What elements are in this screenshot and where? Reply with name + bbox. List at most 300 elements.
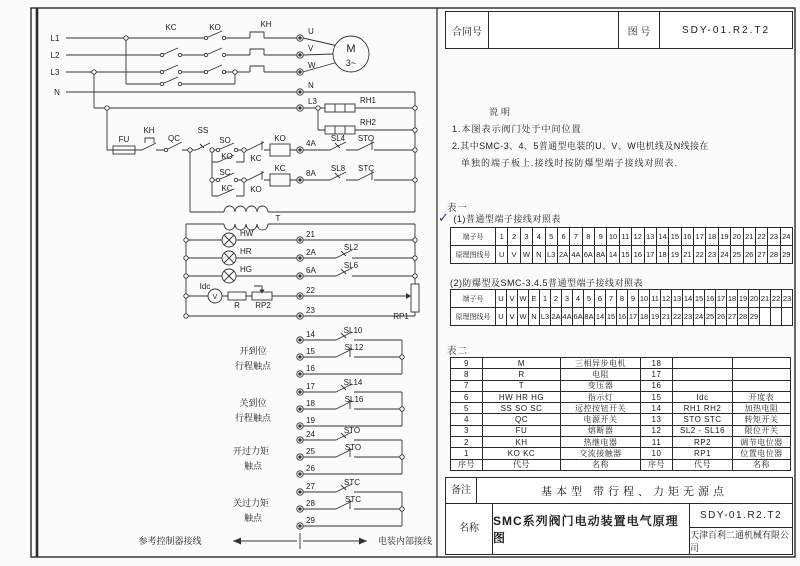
table-cell: 6A: [573, 308, 584, 326]
heater-rh2-symbol: [325, 126, 355, 134]
schematic-label: RP1: [393, 312, 409, 321]
schematic-label: KO: [274, 134, 286, 143]
junction-circle: [210, 148, 214, 152]
junction-circle: [92, 70, 96, 74]
schematic-label: STC: [345, 495, 361, 504]
table-cell: 6A: [583, 246, 595, 264]
terminal-dot: [299, 71, 301, 73]
legend-cell: RH1 RH2: [673, 403, 733, 414]
table-cell: 18: [727, 290, 738, 308]
schematic-label: L2: [50, 51, 60, 60]
contact-end-dot: [178, 82, 181, 85]
table-cell: N: [533, 246, 545, 264]
terminal-dot: [299, 179, 301, 181]
terminal-dot: [299, 339, 301, 341]
schematic-label: SL10: [343, 326, 363, 335]
legend-cell: STO STC: [673, 414, 733, 425]
circuit-wires: [66, 32, 415, 549]
table-cell: 1: [540, 290, 551, 308]
legend-cell: 变压器: [561, 381, 641, 392]
table2-title: (2)防爆型及SMC-3.4.5普通型端子接线对照表: [450, 278, 644, 288]
table-cell: 18: [706, 228, 718, 246]
table-cell: V: [507, 290, 518, 308]
table-cell: 23: [683, 308, 694, 326]
schematic-label: KH: [143, 126, 155, 135]
schematic-label: 18: [306, 399, 315, 408]
table-cell: [771, 308, 782, 326]
table-cell: 23: [782, 290, 793, 308]
table-cell: 16: [632, 246, 644, 264]
table-cell: 1: [496, 228, 508, 246]
contact-end-dot: [178, 53, 181, 56]
legend-cell: FU: [483, 426, 561, 437]
legend-cell: 3: [451, 426, 483, 437]
contract-no-value: [489, 12, 619, 48]
drawing-no-value: SDY-01.R2.T2: [681, 24, 771, 36]
table-cell: 25: [705, 308, 716, 326]
sheet-frame: [31, 8, 795, 557]
table-cell: 25: [731, 246, 743, 264]
terminal-dot: [299, 491, 301, 493]
table-cell: 21: [760, 290, 771, 308]
legend-row: [451, 437, 791, 448]
contact-end-dot: [234, 178, 237, 181]
schematic-label: 28: [306, 499, 315, 508]
table-cell: 17: [716, 290, 727, 308]
legend-row: [451, 381, 791, 392]
schematic-label: 触点: [243, 513, 263, 523]
table1-label: 表一: [447, 203, 469, 214]
schematic-label: L3: [50, 68, 60, 77]
contact-end-dot: [178, 70, 181, 73]
legend-cell: Idc: [673, 392, 733, 403]
footer-right-block: [690, 504, 792, 554]
table-cell: 2A: [551, 308, 562, 326]
notes-title: 说明: [489, 107, 514, 117]
table-cell: 5: [546, 228, 558, 246]
remark-box: [445, 477, 793, 505]
table-cell: W: [518, 308, 529, 326]
junction-circle: [413, 106, 417, 110]
legend-row: [451, 460, 791, 471]
note-line-3: 单独的端子板上.接线时按防爆型端子接线对照表.: [461, 158, 679, 168]
terminal-dot: [299, 473, 301, 475]
table-cell: 17: [628, 308, 639, 326]
schematic-label: STO: [343, 426, 361, 435]
legend-cell: 熔断器: [561, 426, 641, 437]
remark-text: 基本型 带行程、力矩无源点: [540, 486, 729, 498]
table-cell: 11: [620, 228, 632, 246]
table-cell: 14: [657, 228, 669, 246]
schematic-label: Idc: [199, 282, 211, 291]
legend-cell: R: [483, 369, 561, 380]
legend-cell: HW HR HG: [483, 392, 561, 403]
table-cell: 13: [672, 290, 683, 308]
remark-label: 备注: [446, 478, 477, 504]
table-cell: 18: [639, 308, 650, 326]
terminal-dot: [299, 425, 301, 427]
schematic-label: 参考控制器接线: [138, 536, 202, 546]
table-cell: W: [521, 246, 533, 264]
drawing-no-label: 图 号: [619, 12, 660, 48]
schematic-label: KC: [221, 184, 233, 193]
schematic-label: 21: [306, 230, 315, 239]
table-cell: 24: [719, 246, 731, 264]
schematic-label: KO: [209, 23, 221, 32]
legend-cell: SS SO SC: [483, 403, 561, 414]
schematic-label: SL16: [344, 395, 364, 404]
junction-circle: [413, 238, 417, 242]
schematic-label: 4A: [306, 139, 316, 148]
schematic-label: U: [308, 27, 314, 36]
schematic-label: 16: [306, 364, 315, 373]
legend-cell: 交流接触器: [561, 448, 641, 459]
table-cell: 22: [771, 290, 782, 308]
table-cell: 6: [558, 228, 570, 246]
lamp-hg-symbol: [222, 269, 236, 283]
table-cell: 19: [738, 290, 749, 308]
table-cell: U: [496, 246, 508, 264]
schematic-label: 8A: [306, 169, 316, 178]
schematic-label: QC: [168, 134, 180, 143]
junction-circle: [413, 178, 417, 182]
table1-title: (1)普通型端子接线对照表: [453, 214, 561, 224]
schematic-label: KC: [250, 154, 262, 163]
legend-cell: 位置电位器: [733, 448, 791, 459]
schematic-label: 27: [306, 482, 315, 491]
table-cell: 19: [650, 308, 661, 326]
legend-cell: KO KC: [483, 448, 561, 459]
legend-cell: 7: [451, 381, 483, 392]
legend-cell: 11: [641, 437, 673, 448]
legend-cell: 电阻: [561, 369, 641, 380]
note-line-2: 2.其中SMC-3、4、5普通型电装的U、V、W电机线及N线接在: [452, 141, 709, 151]
table-cell: 20: [731, 228, 743, 246]
terminal-table-explosion-proof: [450, 289, 793, 326]
legend-cell: 2: [451, 437, 483, 448]
legend-cell: 4: [451, 414, 483, 425]
schematic-label: 14: [306, 330, 315, 339]
junction-circle: [124, 36, 128, 40]
table-cell: N: [529, 308, 540, 326]
legend-cell: 10: [641, 448, 673, 459]
row-header-cell: 原理图线号: [451, 308, 496, 326]
table-row: [451, 308, 793, 326]
schematic-label: 关到位: [239, 398, 267, 408]
coil-kc-symbol: [270, 174, 290, 186]
legend-cell: [733, 369, 791, 380]
schematic-label: M: [346, 43, 356, 55]
junction-circle: [184, 314, 188, 318]
table-cell: 7: [570, 228, 582, 246]
schematic-label: SL6: [343, 261, 359, 270]
legend-arrow-right: [359, 538, 367, 545]
schematic-label: 行程触点: [234, 413, 272, 423]
table-cell: 14: [595, 308, 606, 326]
table-row: [451, 290, 793, 308]
component-legend-table: [450, 357, 791, 471]
table-cell: 19: [669, 246, 681, 264]
table-cell: 19: [719, 228, 731, 246]
table-cell: V: [507, 308, 518, 326]
table-cell: 22: [694, 246, 706, 264]
legend-cell: 代号: [673, 460, 733, 471]
table-cell: 28: [768, 246, 780, 264]
schematic-label: STC: [344, 478, 360, 487]
schematic-label: FU: [118, 135, 130, 144]
table-cell: W: [518, 290, 529, 308]
table-cell: 11: [650, 290, 661, 308]
legend-arrow-left: [233, 538, 241, 545]
legend-row: [451, 392, 791, 403]
schematic-label: V: [212, 294, 218, 301]
terminal-table-normal: [450, 227, 793, 264]
schematic-label: 23: [306, 306, 315, 315]
schematic-label: V: [308, 44, 314, 53]
table-cell: [782, 308, 793, 326]
legend-cell: 名称: [561, 460, 641, 471]
schematic-label: 22: [306, 286, 315, 295]
legend-cell: 序号: [451, 460, 483, 471]
potentiometer-rp1-symbol: [406, 284, 419, 312]
junction-circle: [184, 238, 188, 242]
table-cell: 8: [583, 228, 595, 246]
terminal-circles: [297, 35, 303, 529]
legend-cell: 18: [641, 358, 673, 369]
schematic-label: 17: [306, 382, 315, 391]
schematic-label: T: [275, 214, 281, 223]
table-cell: 17: [694, 228, 706, 246]
legend-cell: RP1: [673, 448, 733, 459]
table-cell: 4: [573, 290, 584, 308]
table-cell: 6: [595, 290, 606, 308]
table-cell: 14: [683, 290, 694, 308]
table-cell: E: [529, 290, 540, 308]
table-cell: 20: [749, 290, 760, 308]
component-symbols: [113, 36, 419, 545]
junction-circle: [413, 148, 417, 152]
terminal-dot: [299, 275, 301, 277]
heater-rh1-symbol: [325, 104, 355, 112]
terminal-dot: [299, 373, 301, 375]
terminal-dot: [299, 91, 301, 93]
contact-end-dot: [160, 82, 163, 85]
schematic-label: L1: [50, 34, 60, 43]
table-cell: 24: [781, 228, 793, 246]
contact-end-dot: [164, 148, 167, 151]
table-cell: 16: [617, 308, 628, 326]
schematic-label: 行程触点: [234, 361, 272, 371]
legend-row: [451, 426, 791, 437]
junction-circle: [400, 355, 404, 359]
table-cell: L3: [540, 308, 551, 326]
legend-row: [451, 448, 791, 459]
legend-cell: 5: [451, 403, 483, 414]
schematic-label: 24: [306, 430, 315, 439]
schematic-label: HG: [240, 265, 252, 274]
legend-cell: 名称: [733, 460, 791, 471]
table-cell: 26: [716, 308, 727, 326]
schematic-label: R: [234, 301, 240, 310]
legend-row: [451, 414, 791, 425]
schematic-label: SL14: [343, 378, 363, 387]
table-cell: 23: [706, 246, 718, 264]
table-cell: 4: [533, 228, 545, 246]
schematic-label: 15: [306, 347, 315, 356]
legend-cell: 指示灯: [561, 392, 641, 403]
table-cell: 13: [645, 228, 657, 246]
table-cell: 21: [744, 228, 756, 246]
schematic-label: W: [308, 61, 316, 70]
table-row: [451, 246, 793, 264]
table-cell: 22: [756, 228, 768, 246]
table-cell: U: [496, 290, 507, 308]
table-cell: 4A: [570, 246, 582, 264]
legend-cell: 9: [451, 358, 483, 369]
legend-cell: 15: [641, 392, 673, 403]
table-cell: 2: [508, 228, 520, 246]
potentiometer-rp2-symbol: [252, 286, 272, 300]
schematic-label: 开到位: [239, 346, 267, 356]
table-cell: 15: [620, 246, 632, 264]
terminal-dot: [299, 391, 301, 393]
table-cell: 21: [682, 246, 694, 264]
schematic-label: 19: [306, 416, 315, 425]
table-cell: 10: [607, 228, 619, 246]
schematic-label: RP2: [255, 301, 271, 310]
legend-cell: 转矩开关: [733, 414, 791, 425]
legend-cell: 6: [451, 392, 483, 403]
table-cell: U: [496, 308, 507, 326]
schematic-label: 29: [306, 516, 315, 525]
table-cell: 27: [756, 246, 768, 264]
legend-cell: 代号: [483, 460, 561, 471]
legend-cell: QC: [483, 414, 561, 425]
terminal-dot: [299, 408, 301, 410]
table-cell: 3: [521, 228, 533, 246]
contract-no-label: 合同号: [446, 12, 489, 48]
table-cell: 2: [551, 290, 562, 308]
table-cell: 17: [645, 246, 657, 264]
legend-cell: [733, 358, 791, 369]
legend-cell: 8: [451, 369, 483, 380]
legend-cell: [733, 381, 791, 392]
table-cell: 21: [661, 308, 672, 326]
junction-circle: [242, 178, 246, 182]
note-line-1: 1.本图表示阀门处于中间位置: [452, 124, 582, 134]
table-cell: 9: [595, 228, 607, 246]
schematic-label: SL8: [330, 164, 346, 173]
name-box: [445, 503, 793, 555]
drawing-name: SMC系列阀门电动装置电气原理图: [493, 504, 690, 554]
contact-end-dot: [216, 148, 219, 151]
junction-circle: [233, 70, 237, 74]
table-cell: 23: [768, 228, 780, 246]
table-cell: 16: [682, 228, 694, 246]
schematic-label: 6A: [306, 266, 316, 275]
table-cell: 2A: [558, 246, 570, 264]
schematic-label: SC: [219, 168, 231, 177]
contact-end-dot: [222, 36, 225, 39]
legend-cell: 热继电器: [561, 437, 641, 448]
table-cell: 18: [657, 246, 669, 264]
junction-circle: [413, 274, 417, 278]
schematic-label: N: [308, 81, 314, 90]
table-cell: 16: [705, 290, 716, 308]
junction-circle: [413, 128, 417, 132]
table-cell: 26: [744, 246, 756, 264]
title-block-header: [445, 11, 793, 49]
schematic-label: SS: [197, 126, 209, 135]
junction-circle: [105, 106, 109, 110]
table-cell: 9: [628, 290, 639, 308]
junction-circle: [400, 407, 404, 411]
table-cell: 29: [781, 246, 793, 264]
junction-circle: [400, 507, 404, 511]
lamp-hr-symbol: [222, 251, 236, 265]
contact-end-dot: [222, 53, 225, 56]
legend-cell: 远控按钮开关: [561, 403, 641, 414]
schematic-label: KO: [221, 152, 233, 161]
table-cell: V: [508, 246, 520, 264]
table-cell: 15: [694, 290, 705, 308]
table-cell: 4A: [562, 308, 573, 326]
legend-row: [451, 369, 791, 380]
schematic-label: 电装内部接线: [377, 536, 433, 546]
terminal-dot: [299, 315, 301, 317]
legend-cell: [673, 381, 733, 392]
table-cell: L3: [546, 246, 558, 264]
junction-circle: [210, 178, 214, 182]
junction-circle: [316, 106, 320, 110]
schematic-label: RH1: [360, 96, 377, 105]
company-name: 天津百利二通机械有限公司: [690, 530, 790, 553]
schematic-label: KC: [165, 23, 177, 32]
terminal-dot: [299, 439, 301, 441]
schematic-label: SO: [219, 136, 231, 145]
contact-end-dot: [204, 36, 207, 39]
row-header-cell: 端子号: [451, 228, 496, 246]
legend-row: [451, 403, 791, 414]
schematic-label: SL12: [344, 343, 364, 352]
table-cell: 22: [672, 308, 683, 326]
row-header-cell: 端子号: [451, 290, 496, 308]
schematic-label: KO: [250, 185, 262, 194]
table-cell: 15: [606, 308, 617, 326]
junction-circle: [400, 455, 404, 459]
schematic-label: 26: [306, 464, 315, 473]
legend-cell: M: [483, 358, 561, 369]
legend-cell: 电源开关: [561, 414, 641, 425]
schematic-label: STC: [358, 164, 374, 173]
table-cell: 8: [617, 290, 628, 308]
legend-row: [451, 358, 791, 369]
schematic-label: 25: [306, 447, 315, 456]
schematic-label: 触点: [243, 461, 263, 471]
legend-cell: [673, 358, 733, 369]
terminal-dot: [299, 356, 301, 358]
legend-cell: 16: [641, 381, 673, 392]
table1-title-row: [438, 209, 561, 227]
schematic-label: 2A: [306, 248, 316, 257]
legend-cell: 序号: [641, 460, 673, 471]
schematic-label: SL4: [330, 134, 346, 143]
schematic-label: HW: [240, 229, 254, 238]
schematic-label: RH2: [360, 118, 377, 127]
name-label: 名称: [446, 504, 493, 554]
table-row: [451, 228, 793, 246]
contact-end-dot: [216, 178, 219, 181]
